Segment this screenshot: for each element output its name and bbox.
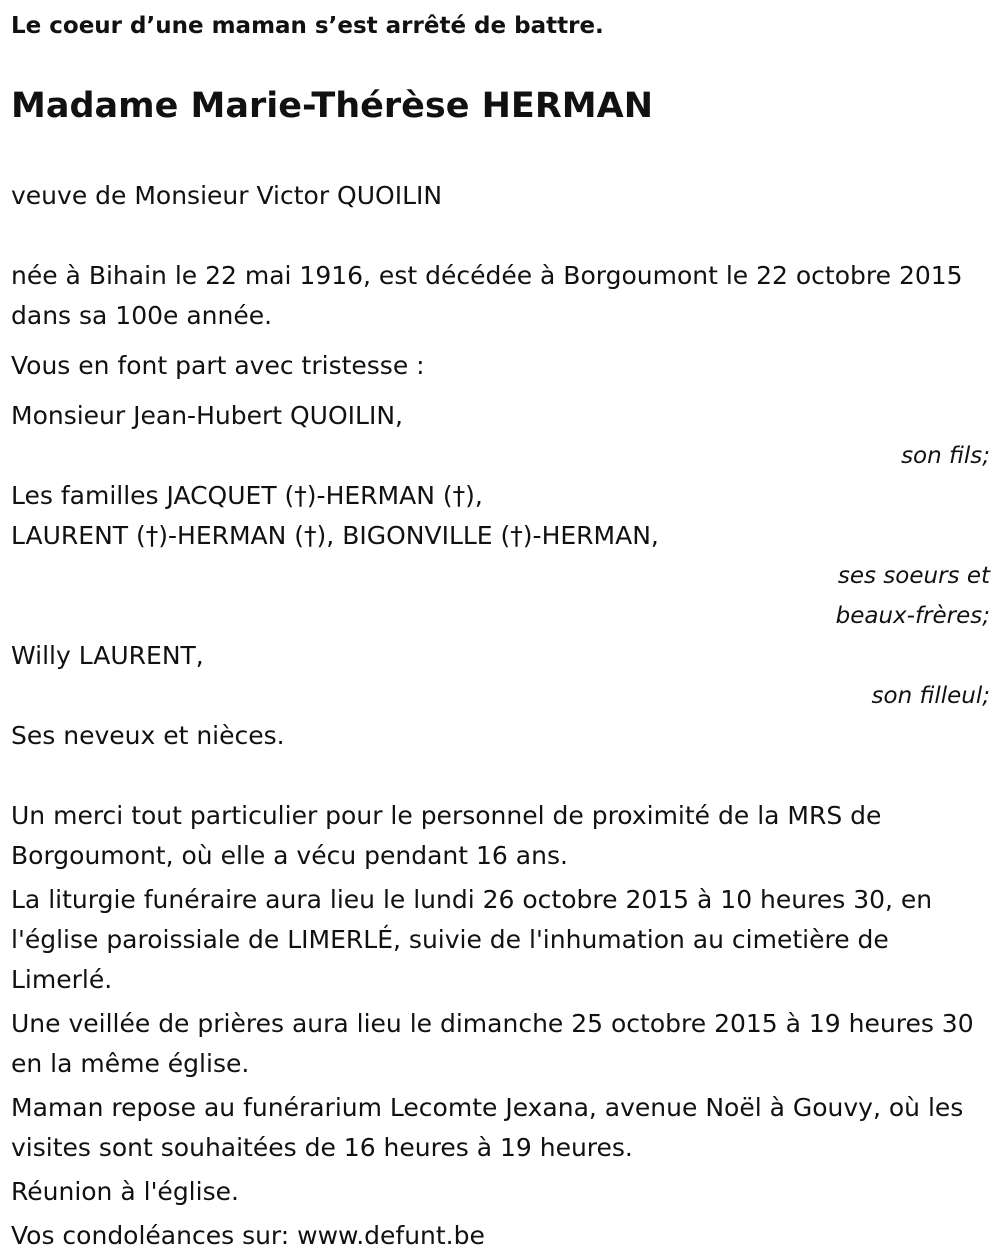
intro-line: Le coeur d’une maman s’est arrêté de battre.: [11, 13, 604, 39]
nephews-line: Ses neveux et nièces.: [11, 721, 285, 750]
deceased-name: Madame Marie-Thérèse HERMAN: [11, 86, 653, 126]
spouse-line: veuve de Monsieur Victor QUOILIN: [11, 181, 443, 210]
families-role-2: beaux-frères;: [835, 603, 990, 629]
families-line-1: Les familles JACQUET (†)-HERMAN (†),: [11, 481, 483, 510]
announce-line: Vous en font part avec tristesse :: [11, 351, 425, 380]
son-role: son fils;: [901, 443, 990, 469]
rest-paragraph: Maman repose au funérarium Lecomte Jexana, avenue Noël à Gouvy, où les visites sont souhaitées de 16 heures à 19 heures.: [11, 1093, 964, 1162]
meeting-line: Réunion à l'église.: [11, 1177, 239, 1206]
families-line-2: LAURENT (†)-HERMAN (†), BIGONVILLE (†)-HERMAN,: [11, 521, 659, 550]
vigil-paragraph: Une veillée de prières aura lieu le dimanche 25 octobre 2015 à 19 heures 30 en la même église.: [11, 1009, 974, 1078]
liturgy-paragraph: La liturgie funéraire aura lieu le lundi 26 octobre 2015 à 10 heures 30, en l'église paroissiale de LIMERLÉ, suivie de l'inhumation au cimetière de Limerlé.: [11, 885, 933, 994]
birth-death-line: née à Bihain le 22 mai 1916, est décédée à Borgoumont le 22 octobre 2015 dans sa 100e année.: [11, 261, 963, 330]
godson-role: son filleul;: [871, 683, 990, 709]
families-role-1: ses soeurs et: [837, 563, 990, 589]
thanks-paragraph: Un merci tout particulier pour le personnel de proximité de la MRS de Borgoumont, où elle a vécu pendant 16 ans.: [11, 801, 882, 870]
condolences-line: Vos condoléances sur: www.defunt.be: [11, 1221, 485, 1250]
son-name: Monsieur Jean-Hubert QUOILIN,: [11, 401, 403, 430]
godson-name: Willy LAURENT,: [11, 641, 204, 670]
obituary-body: [11, 176, 990, 1256]
